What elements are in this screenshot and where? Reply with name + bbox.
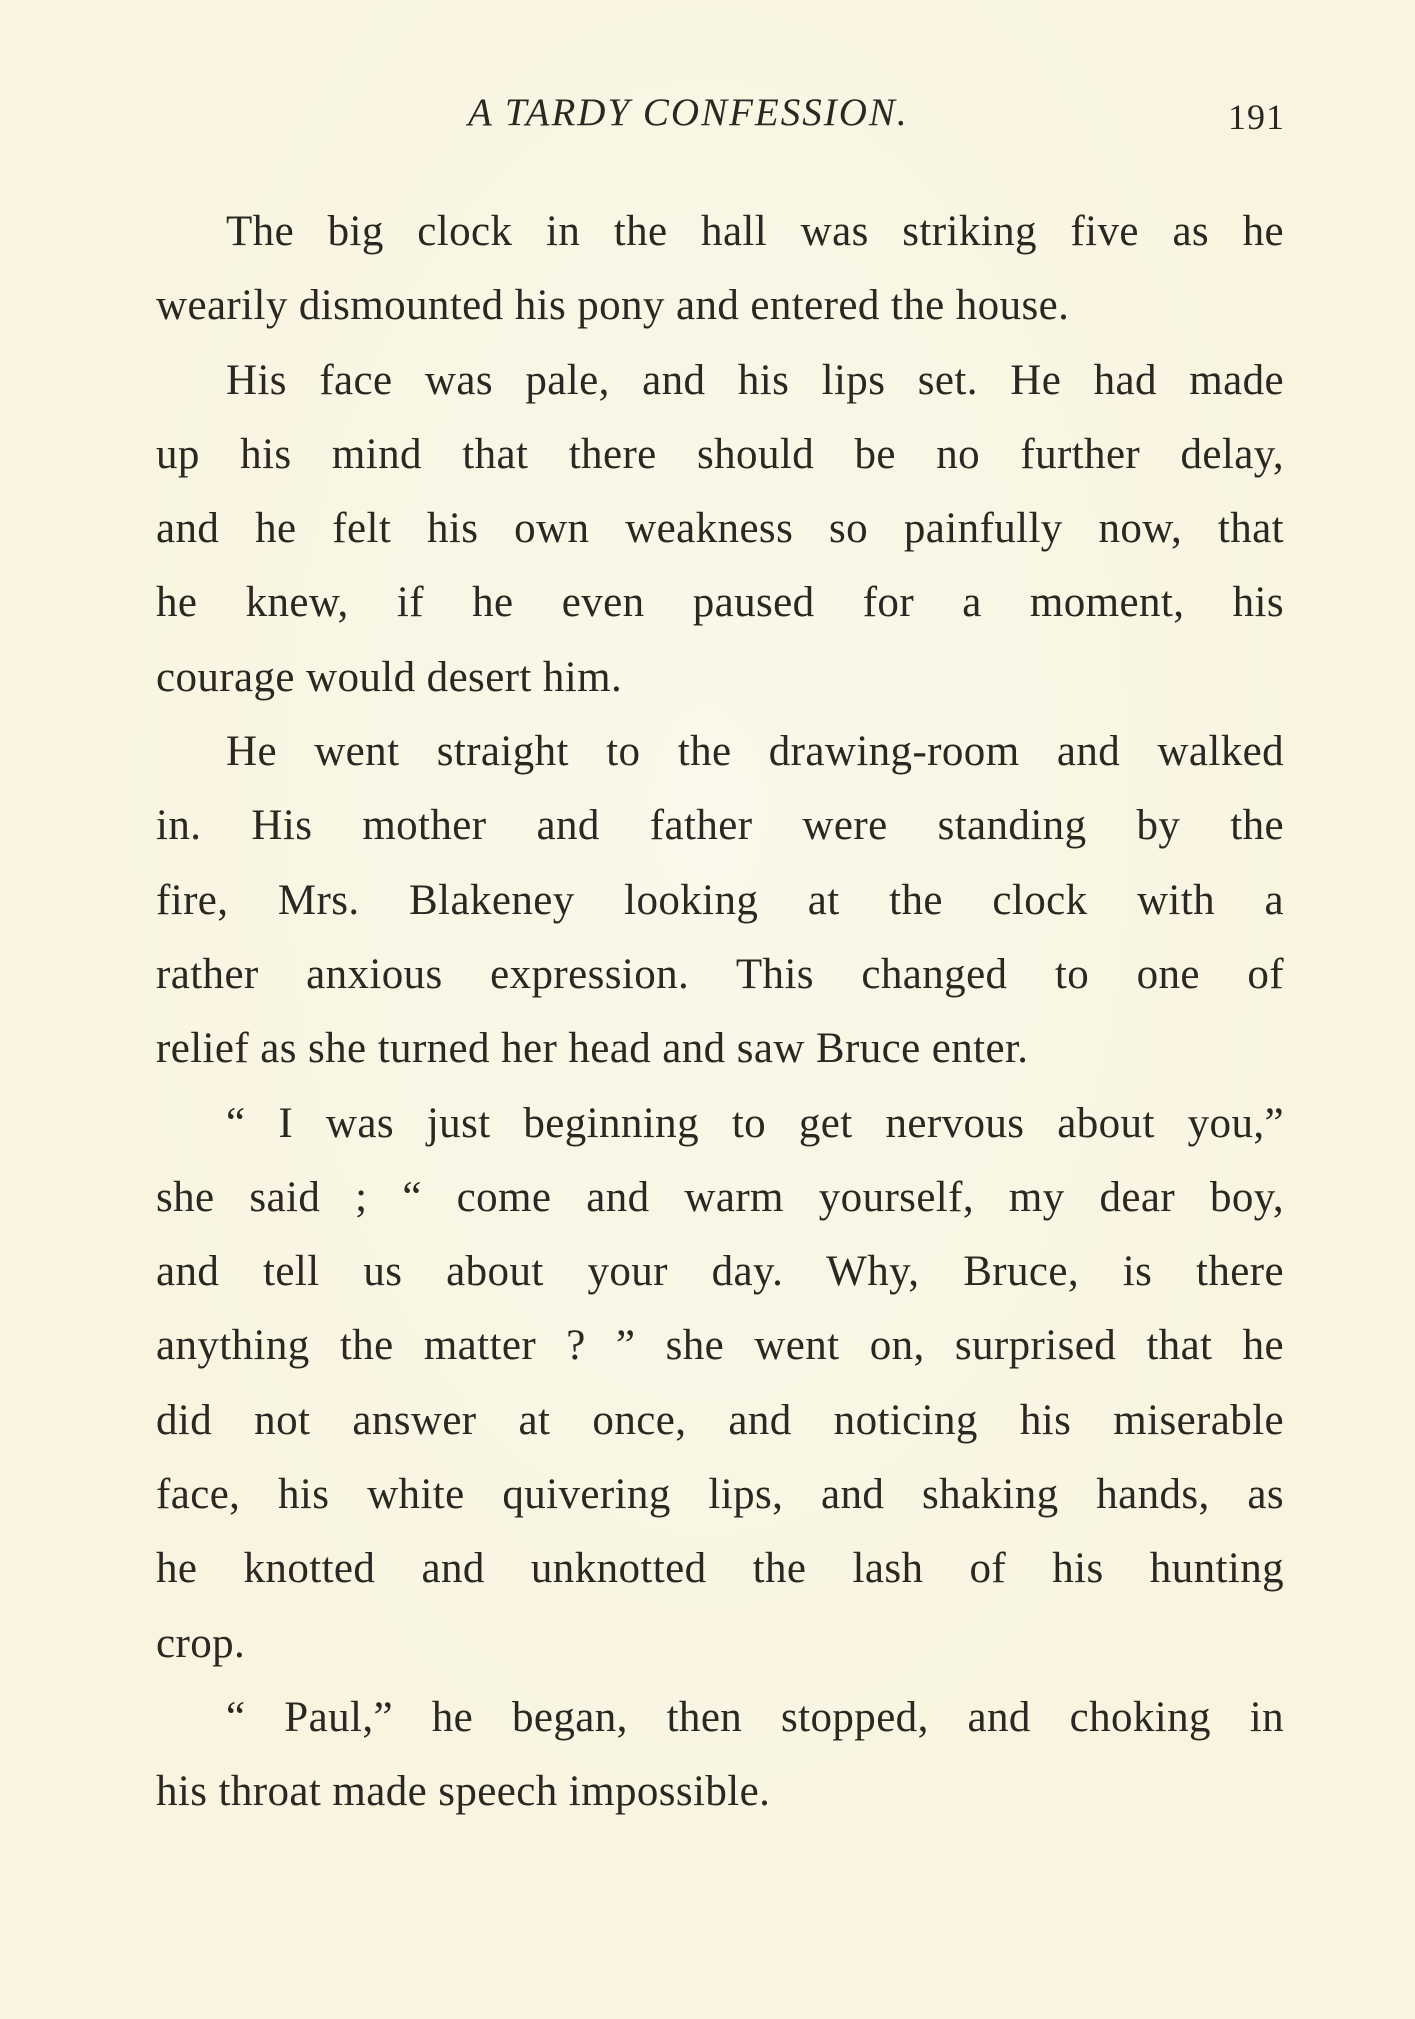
text-line: up his mind that there should be no further delay, (156, 430, 1284, 478)
text-line: wearily dismounted his pony and entered the house. (156, 282, 1070, 330)
text-line: did not answer at once, and noticing his miserable (156, 1396, 1284, 1444)
text-line: and tell us about your day. Why, Bruce, is there (156, 1248, 1284, 1296)
text-line: He went straight to the drawing-room and walked (226, 728, 1284, 776)
text-line: The big clock in the hall was striking five as he (226, 208, 1284, 255)
running-title: A TARDY CONFESSION. (468, 91, 909, 134)
text-line: fire, Mrs. Blakeney looking at the clock with a (156, 876, 1284, 924)
body-text (156, 195, 1284, 1830)
text-line: “ Paul,” he began, then stopped, and choking in (226, 1693, 1284, 1741)
text-line: relief as she turned her head and saw Bruce enter. (156, 1025, 1029, 1073)
page-number: 191 (1228, 97, 1285, 137)
text-line: rather anxious expression. This changed to one of (156, 950, 1284, 998)
text-line: anything the matter ? ” she went on, surprised that he (156, 1322, 1284, 1370)
text-line: crop. (156, 1619, 246, 1667)
text-line: and he felt his own weakness so painfully now, that (156, 505, 1284, 553)
text-line: in. His mother and father were standing by the (156, 802, 1284, 850)
text-line: courage would desert him. (156, 653, 623, 701)
text-line: he knew, if he even paused for a moment, his (156, 579, 1284, 627)
text-line: she said ; “ come and warm yourself, my dear boy, (156, 1173, 1284, 1221)
text-line: “ I was just beginning to get nervous about you,” (226, 1099, 1284, 1147)
text-line: his throat made speech impossible. (156, 1768, 771, 1816)
text-line: His face was pale, and his lips set. He had made (226, 356, 1284, 404)
text-line: face, his white quivering lips, and shaking hands, as (156, 1471, 1284, 1519)
running-head (0, 88, 1415, 138)
text-line: he knotted and unknotted the lash of his hunting (156, 1545, 1284, 1593)
